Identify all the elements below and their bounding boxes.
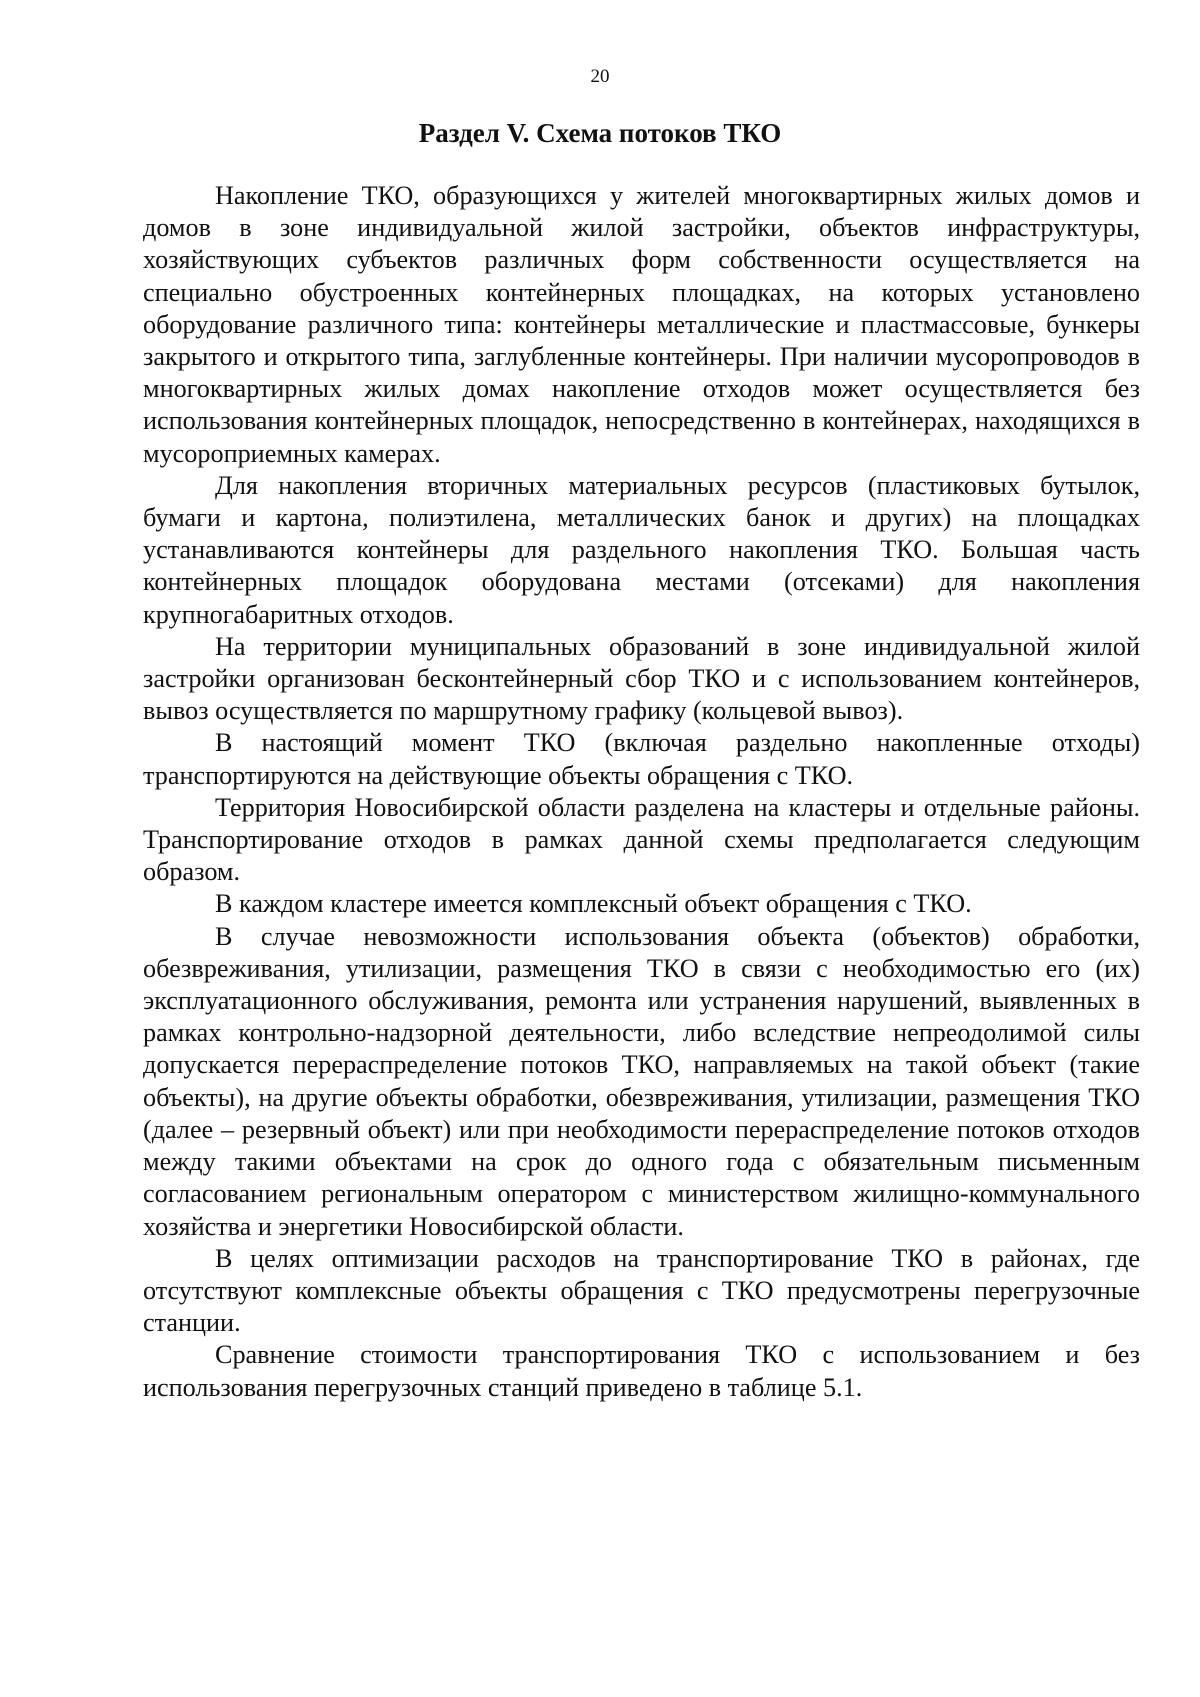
paragraph-transfer-stations: В целях оптимизации расходов на транспортирование ТКО в районах, где отсутствуют комплексные объекты обращения с ТКО предусмотрены перегрузочные станции. — [143, 1243, 1140, 1338]
paragraph-cost-comparison: Сравнение стоимости транспортирования ТКО с использованием и без использования перегрузочных станций приведено в таблице 5.1. — [143, 1340, 1140, 1402]
paragraph-redistribution: В случае невозможности использования объекта (объектов) обработки, обезвреживания, утилизации, размещения ТКО в связи с необходимостью его (их) эксплуатационного обслуживания, ремонта или устранения нарушений, выявленных в рамках контрольно-надзорной деятельности, либо вследствие непреодолимой силы допускается перераспределение потоков ТКО, направляемых на такой объект (такие объекты), на другие объекты обработки, обезвреживания, утилизации, размещения ТКО (далее – резервный объект) или при необходимости перераспределение потоков отходов между такими объектами на срок до одного года с обязательным письменным согласованием региональным оператором с министерством жилищно-коммунального хозяйства и энергетики Новосибирской области. — [143, 921, 1140, 1241]
paragraph-current-transport: В настоящий момент ТКО (включая раздельно накопленные отходы) транспортируются на действующие объекты обращения с ТКО. — [143, 728, 1140, 790]
paragraph-secondary-resources: Для накопления вторичных материальных ресурсов (пластиковых бутылок, бумаги и картона, полиэтилена, металлических банок и других) на площадках устанавливаются контейнеры для раздельного накопления ТКО. Большая часть контейнерных площадок оборудована местами (отсеками) для накопления крупногабаритных отходов. — [143, 470, 1140, 629]
paragraph-accumulation: Накопление ТКО, образующихся у жителей многоквартирных жилых домов и домов в зоне индивидуальной жилой застройки, объектов инфраструктуры, хозяйствующих субъектов различных форм собственности осуществляется на специально обустроенных контейнерных площадках, на которых установлено оборудование различного типа: контейнеры металлические и пластмассовые, бункеры закрытого и открытого типа, заглубленные контейнеры. При наличии мусоропроводов в многоквартирных жилых домах накопление отходов может осуществляется без использования контейнерных площадок, непосредственно в контейнерах, находящихся в мусороприемных камерах. — [143, 181, 1140, 468]
document-body — [143, 180, 1140, 1404]
page-number: 20 — [590, 66, 610, 87]
paragraph-cluster-facility: В каждом кластере имеется комплексный объект обращения с ТКО. — [215, 889, 972, 919]
section-title: Раздел V. Схема потоков ТКО — [418, 118, 782, 148]
paragraph-private-housing-collection: На территории муниципальных образований в зоне индивидуальной жилой застройки организован бесконтейнерный сбор ТКО и с использованием контейнеров, вывоз осуществляется по маршрутному графику (кольцевой вывоз). — [143, 631, 1140, 726]
paragraph-clusters: Территория Новосибирской области разделена на кластеры и отдельные районы. Транспортирование отходов в рамках данной схемы предполагается следующим образом. — [143, 792, 1140, 887]
